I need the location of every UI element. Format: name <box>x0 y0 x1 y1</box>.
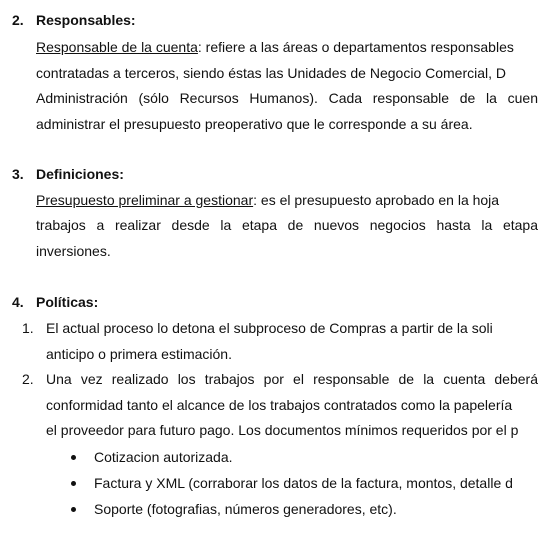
policy-2-line-2: conformidad tanto el alcance de los trabajos contratados como la papelería <box>46 397 513 413</box>
bullet-icon <box>71 481 76 486</box>
bullet-item-2: Factura y XML (corraborar los datos de la factura, montos, detalle d <box>94 475 513 491</box>
policy-2-line-1: Una vez realizado los trabajos por el responsable de la cuenta deberá <box>46 371 538 387</box>
section-3-line-3: inversiones. <box>36 243 111 259</box>
section-3-number: 3. <box>12 166 24 182</box>
section-2-line-2: contratadas a terceros, siendo éstas las Unidades de Negocio Comercial, D <box>36 65 507 81</box>
section-2-heading: Responsables: <box>36 12 136 28</box>
bullet-item-1: Cotizacion autorizada. <box>94 449 233 465</box>
section-3-line-2: trabajos a realizar desde la etapa de nuevos negocios hasta la etapa <box>36 217 538 233</box>
section-3-line-1-text: : es el presupuesto aprobado en la hoja <box>253 192 500 208</box>
section-4-heading: Políticas: <box>36 294 99 310</box>
section-4-number: 4. <box>12 294 24 310</box>
section-3-heading: Definiciones: <box>36 166 124 182</box>
section-2-line-1-text: : refiere a las áreas o departamentos responsables <box>197 39 514 55</box>
policy-1-line-1: El actual proceso lo detona el subproceso de Compras a partir de la soli <box>46 320 493 336</box>
policy-1-number: 1. <box>22 320 34 336</box>
bullet-icon <box>71 455 76 460</box>
bullet-icon <box>71 507 76 512</box>
bullet-item-3: Soporte (fotografias, números generadores, etc). <box>94 501 397 517</box>
policy-2-number: 2. <box>22 371 34 387</box>
section-2-line-4: administrar el presupuesto preoperativo que le corresponde a su área. <box>36 116 473 132</box>
presupuesto-term: Presupuesto preliminar a gestionar <box>36 192 254 208</box>
section-2-line-1 <box>36 38 514 56</box>
policy-1-line-2: anticipo o primera estimación. <box>46 346 232 362</box>
policy-2-line-3: el proveedor para futuro pago. Los documentos mínimos requeridos por el p <box>46 422 519 438</box>
section-3-line-1 <box>36 191 499 209</box>
section-2-line-3: Administración (sólo Recursos Humanos). Cada responsable de la cuen <box>36 90 538 106</box>
section-2-number: 2. <box>12 12 24 28</box>
responsable-term: Responsable de la cuenta <box>36 39 198 55</box>
